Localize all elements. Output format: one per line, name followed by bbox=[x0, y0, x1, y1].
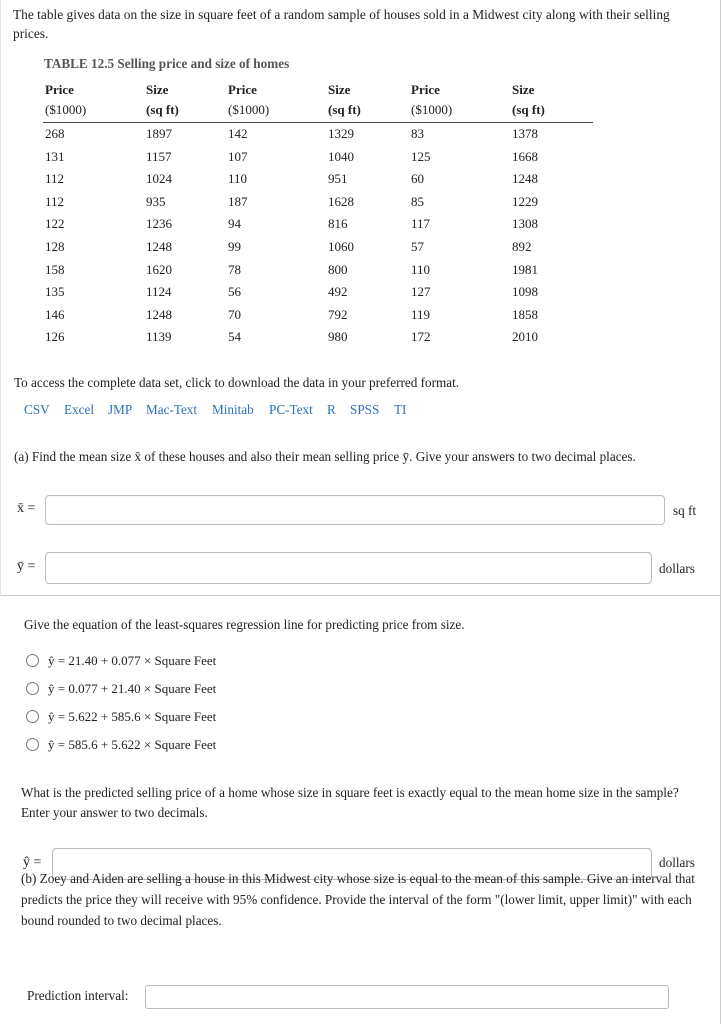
table-header-3: Price bbox=[228, 82, 257, 97]
table-cell: 1098 bbox=[512, 284, 538, 300]
regression-option-radio-1[interactable] bbox=[26, 654, 39, 667]
table-header-1: Price bbox=[45, 82, 74, 97]
table-cell: 980 bbox=[328, 329, 348, 345]
xbar-input[interactable] bbox=[45, 495, 665, 525]
table-cell: 1248 bbox=[512, 171, 538, 187]
table-cell: 1620 bbox=[146, 261, 172, 277]
download-link-jmp[interactable]: JMP bbox=[108, 402, 133, 417]
table-cell: 78 bbox=[228, 261, 241, 277]
table-header-2: Size bbox=[146, 82, 169, 97]
table-header-5: Price bbox=[411, 82, 440, 97]
table-cell: 816 bbox=[328, 216, 348, 232]
download-link-excel[interactable]: Excel bbox=[64, 402, 95, 417]
table-cell: 70 bbox=[228, 306, 241, 322]
regression-option-radio-2[interactable] bbox=[26, 682, 39, 695]
table-caption: TABLE 12.5 Selling price and size of homes bbox=[44, 56, 290, 71]
table-cell: 119 bbox=[411, 306, 431, 322]
table-cell: 94 bbox=[228, 216, 241, 232]
download-link-csv[interactable]: CSV bbox=[24, 402, 50, 417]
table-cell: 117 bbox=[411, 216, 431, 232]
table-cell: 1024 bbox=[146, 171, 172, 187]
predict-question: What is the predicted selling price of a home whose size in square feet is exactly equal to the mean home size in the sample? Enter your answer to two decimals. bbox=[21, 785, 679, 820]
table-cell: 935 bbox=[146, 193, 166, 209]
table-cell: 107 bbox=[228, 148, 248, 164]
prediction-interval-input[interactable] bbox=[145, 985, 669, 1009]
table-cell: 1236 bbox=[146, 216, 172, 232]
part-b-question: (b) Zoey and Aiden are selling a house in this Midwest city whose size is equal to the mean of this sample. Give an interval that predicts the price they will receive with 95% confidence. Provide the interval of the form "(lower limit, upper limit)" with each bound rounded to two decimal places. bbox=[21, 871, 695, 928]
table-cell: 99 bbox=[228, 239, 241, 254]
regression-option-radio-3[interactable] bbox=[26, 710, 39, 723]
regression-option-label-4[interactable]: ŷ = 585.6 + 5.622 × Square Feet bbox=[48, 737, 217, 752]
table-cell: 1628 bbox=[328, 193, 354, 209]
table-cell: 1668 bbox=[512, 148, 538, 164]
table-cell: 128 bbox=[45, 239, 65, 254]
table-cell: 146 bbox=[45, 306, 65, 322]
table-cell: 158 bbox=[45, 261, 65, 277]
yhat-label: ŷ = bbox=[23, 855, 42, 870]
table-cell: 112 bbox=[45, 171, 65, 187]
table-header-4: Size bbox=[328, 82, 351, 97]
table-cell: 126 bbox=[45, 329, 65, 345]
table-header-unit-2: (sq ft) bbox=[146, 102, 179, 117]
regression-option-radio-4[interactable] bbox=[26, 738, 39, 751]
regression-option-label-1[interactable]: ŷ = 21.40 + 0.077 × Square Feet bbox=[48, 653, 217, 668]
table-cell: 268 bbox=[45, 126, 65, 141]
table-cell: 110 bbox=[411, 261, 431, 277]
table-cell: 792 bbox=[328, 306, 348, 322]
download-link-r[interactable]: R bbox=[327, 402, 336, 417]
table-cell: 125 bbox=[411, 148, 431, 164]
regression-option-label-3[interactable]: ŷ = 5.622 + 585.6 × Square Feet bbox=[48, 709, 217, 724]
prediction-interval-label: Prediction interval: bbox=[27, 988, 129, 1003]
regression-question: Give the equation of the least-squares regression line for predicting price from size. bbox=[24, 617, 465, 632]
table-cell: 60 bbox=[411, 171, 424, 187]
table-cell: 1858 bbox=[512, 306, 538, 322]
table-cell: 800 bbox=[328, 261, 348, 277]
table-cell: 135 bbox=[45, 284, 65, 300]
intro-text: The table gives data on the size in square feet of a random sample of houses sold in a Midwest city along with their selling prices. bbox=[13, 7, 670, 41]
table-cell: 1139 bbox=[146, 329, 172, 345]
table-cell: 127 bbox=[411, 284, 431, 300]
xbar-unit: sq ft bbox=[673, 503, 697, 518]
table-cell: 892 bbox=[512, 239, 532, 254]
download-link-ti[interactable]: TI bbox=[394, 402, 407, 417]
table-header-6: Size bbox=[512, 82, 535, 97]
table-cell: 56 bbox=[228, 284, 241, 300]
table-cell: 172 bbox=[411, 329, 431, 345]
table-cell: 1060 bbox=[328, 239, 354, 254]
table-cell: 122 bbox=[45, 216, 65, 232]
table-header-unit-1: ($1000) bbox=[45, 102, 87, 117]
table-cell: 1248 bbox=[146, 239, 172, 254]
regression-option-label-2[interactable]: ŷ = 0.077 + 21.40 × Square Feet bbox=[48, 681, 217, 696]
table-cell: 492 bbox=[328, 284, 348, 300]
table-cell: 951 bbox=[328, 171, 348, 187]
table-cell: 1248 bbox=[146, 306, 172, 322]
table-cell: 57 bbox=[411, 239, 424, 254]
download-link-spss[interactable]: SPSS bbox=[350, 402, 380, 417]
table-cell: 1378 bbox=[512, 126, 538, 141]
xbar-label: x̄ = bbox=[17, 501, 36, 516]
table-cell: 1308 bbox=[512, 216, 538, 232]
table-cell: 83 bbox=[411, 126, 424, 141]
table-cell: 2010 bbox=[512, 329, 538, 345]
table-cell: 1897 bbox=[146, 126, 172, 141]
download-link-mactext[interactable]: Mac-Text bbox=[146, 402, 198, 417]
table-cell: 112 bbox=[45, 193, 65, 209]
table-cell: 187 bbox=[228, 193, 248, 209]
ybar-unit: dollars bbox=[659, 561, 695, 576]
table-cell: 142 bbox=[228, 126, 248, 141]
table-cell: 1124 bbox=[146, 284, 172, 300]
table-cell: 1229 bbox=[512, 193, 538, 209]
table-cell: 85 bbox=[411, 193, 424, 209]
table-cell: 1040 bbox=[328, 148, 354, 164]
table-header-unit-5: ($1000) bbox=[411, 102, 453, 117]
table-header-unit-6: (sq ft) bbox=[512, 102, 545, 117]
download-link-pctext[interactable]: PC-Text bbox=[269, 402, 313, 417]
table-header-unit-3: ($1000) bbox=[228, 102, 270, 117]
table-cell: 1981 bbox=[512, 261, 538, 277]
yhat-unit: dollars bbox=[659, 855, 695, 870]
table-header-rule bbox=[43, 122, 593, 123]
table-cell: 110 bbox=[228, 171, 248, 187]
table-cell: 1157 bbox=[146, 148, 172, 164]
download-link-minitab[interactable]: Minitab bbox=[212, 402, 254, 417]
table-header-unit-4: (sq ft) bbox=[328, 102, 361, 117]
table-cell: 131 bbox=[45, 148, 65, 164]
table-cell: 1329 bbox=[328, 126, 354, 141]
access-text: To access the complete data set, click to download the data in your preferred format. bbox=[14, 375, 460, 390]
table-cell: 54 bbox=[228, 329, 241, 345]
ybar-label: ȳ = bbox=[17, 559, 36, 574]
part-a-question: (a) Find the mean size x̄ of these houses and also their mean selling price ȳ. Give your answers to two decimal places. bbox=[14, 449, 636, 464]
ybar-input[interactable] bbox=[45, 552, 652, 584]
